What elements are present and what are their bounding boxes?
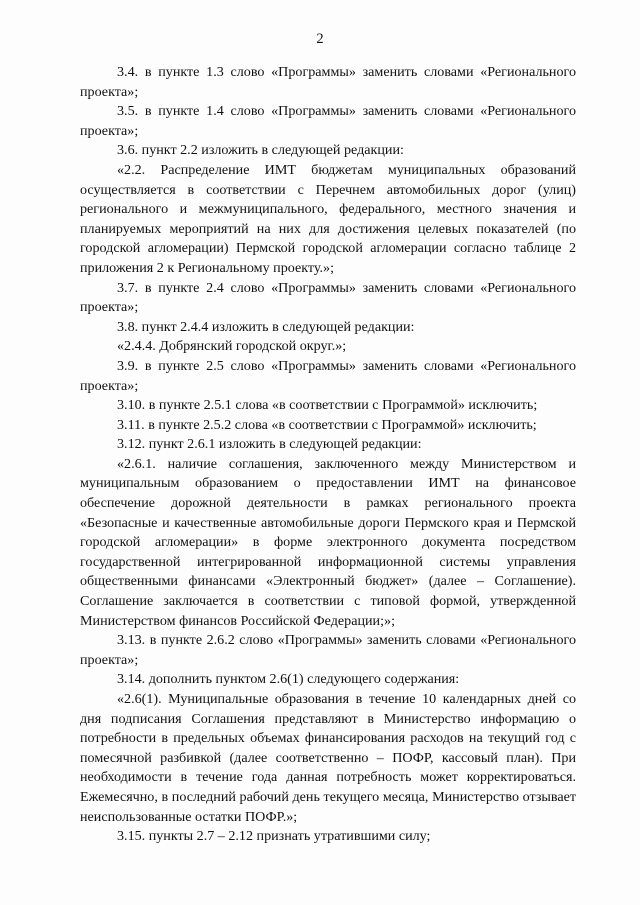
page-number: 2 [316,31,324,47]
paragraph-3-4: 3.4. в пункте 1.3 слово «Программы» заменить словами «Регионального проекта»; [80,64,576,100]
paragraph-3-12: 3.12. пункт 2.6.1 изложить в следующей редакции: [117,436,422,453]
paragraph-3-7: 3.7. в пункте 2.4 слово «Программы» заменить словами «Регионального проекта»; [80,279,576,316]
paragraph-3-9: 3.9. в пункте 2.5 слово «Программы» заменить словами «Регионального проекта»; [80,357,576,394]
paragraph-3-10: 3.10. в пункте 2.5.1 слова «в соответствии с Программой» исключить; [117,397,538,414]
paragraph-quote-2-4-4: «2.4.4. Добрянский городской округ.»; [117,338,347,355]
paragraph-3-11: 3.11. в пункте 2.5.2 слова «в соответствии с Программой» исключить; [117,416,537,433]
paragraph-quote-2-6-1-extra: «2.6(1). Муниципальные образования в течение 10 календарных дней со дня подписания Соглашения представляют в Министерство информацию о потребности в предельных объемах финансирования расходов на текущий год с помесячной разбивкой (далее соответственно – ПОФР, кассовый план). При необходимости в течение года данная потребность может корректироваться. Ежемесячно, в последний рабочий день текущего месяца, Министерство отзывает неиспользованные остатки ПОФР.»; [80,691,576,825]
paragraph-3-5: 3.5. в пункте 1.4 слово «Программы» заменить словами «Регионального проекта»; [80,103,576,139]
paragraph-quote-2-2: «2.2. Распределение ИМТ бюджетам муниципальных образований осуществляется в соответствии с Перечнем автомобильных дорог (улиц) регионального и межмуниципального, федерального, местного значения и планируемых мероприятий на них для достижения целевых показателей (по городской агломерации) Пермской городской агломерации согласно таблице 2 приложения 2 к Региональному проекту.»; [80,161,576,276]
paragraph-3-13: 3.13. в пункте 2.6.2 слово «Программы» заменить словами «Регионального проекта»; [80,632,576,668]
paragraph-3-8: 3.8. пункт 2.4.4 изложить в следующей редакции: [117,318,415,335]
document-body [80,63,576,847]
paragraph-quote-2-6-1: «2.6.1. наличие соглашения, заключенного между Министерством и муниципальным образованием о предоставлении ИМТ на финансовое обеспечение дорожной деятельности в рамках регионального проекта «Безопасные и качественные автомобильные дороги Пермского края и Пермской городской агломерации» в форме электронного документа посредством государственной интегрированной информационной системы управления общественными финансами «Электронный бюджет» (далее – Соглашение). Соглашение заключается в соответствии с типовой формой, утвержденной Министерством финансов Российской Федерации;»; [80,455,576,629]
paragraph-3-6: 3.6. пункт 2.2 изложить в следующей редакции: [117,142,404,159]
paragraph-3-14: 3.14. дополнить пунктом 2.6(1) следующего содержания: [117,671,460,688]
paragraph-3-15: 3.15. пункты 2.7 – 2.12 признать утратившими силу; [117,828,431,845]
